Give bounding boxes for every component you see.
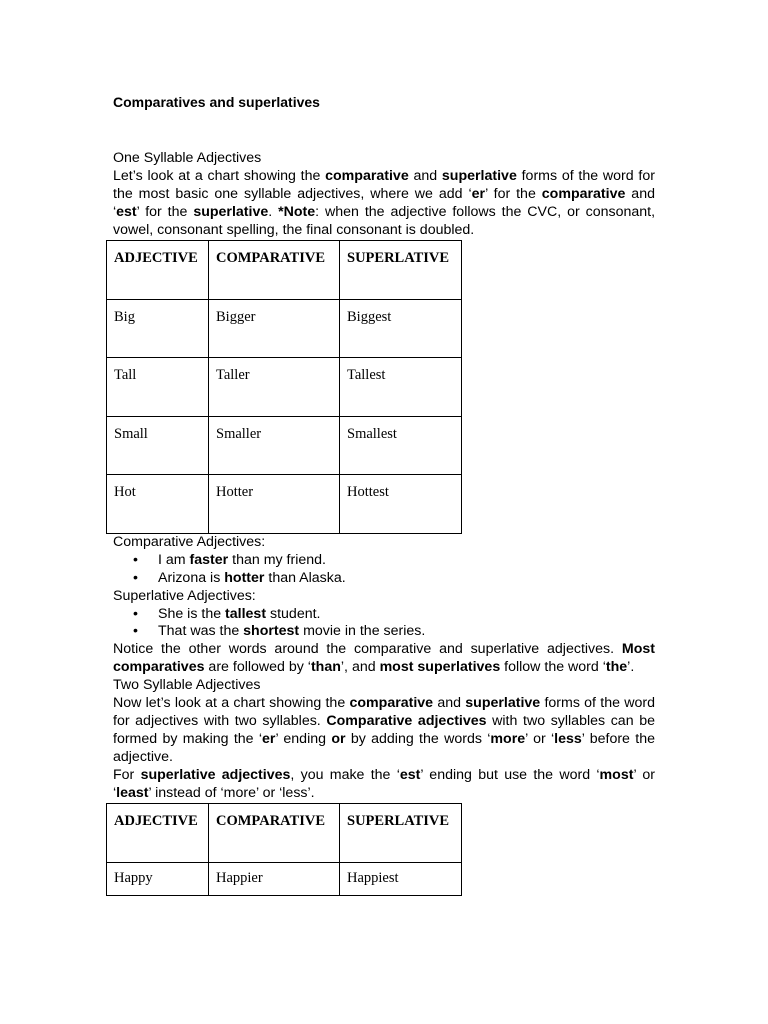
text-run: by adding the words ‘: [345, 730, 491, 747]
bold-text: Comparative adjectives: [326, 712, 487, 729]
comparative-examples-list: [113, 552, 655, 588]
bold-text: tallest: [225, 605, 267, 622]
table-row: [107, 416, 462, 475]
bold-text: superlative adjectives: [140, 766, 291, 783]
text-run: Let’s look at a chart showing the: [113, 167, 326, 184]
text-run: are followed by ‘: [204, 659, 311, 676]
bold-text: comparative: [325, 167, 409, 184]
comparative-adjectives-heading: Comparative Adjectives:: [113, 533, 266, 550]
table-row: [107, 299, 462, 358]
text-run: with two syllables can be formed by making the ‘: [113, 712, 655, 747]
text-run: ’.: [627, 659, 635, 676]
text-run: ’ ending but use the word ‘: [420, 766, 600, 783]
text-run: .: [268, 203, 279, 220]
column-header: COMPARATIVE: [209, 803, 340, 862]
table-row: [107, 475, 462, 534]
table-cell: Hot: [107, 475, 209, 534]
table-cell: Happiest: [340, 862, 462, 895]
table-cell: Tall: [107, 358, 209, 417]
table-cell: Happier: [209, 862, 340, 895]
text-run: ’ instead of ‘more’ or ‘less’.: [148, 784, 315, 801]
text-run: ’ before the adjective.: [113, 730, 655, 765]
two-syllable-intro-paragraph: [113, 695, 655, 767]
column-header: SUPERLATIVE: [340, 240, 462, 299]
text-run: ’ or ‘: [525, 730, 555, 747]
text-run: , you make the ‘: [290, 766, 400, 783]
table-cell: Tallest: [340, 358, 462, 417]
bold-text: least: [116, 784, 149, 801]
section-heading-one-syllable: One Syllable Adjectives: [113, 150, 262, 166]
bold-text: *Note: [278, 203, 316, 220]
bold-text: superlative: [193, 203, 269, 220]
table-cell: Hotter: [209, 475, 340, 534]
text-run: Now let’s look at a chart showing the: [113, 695, 350, 712]
bold-text: er: [262, 730, 276, 747]
bold-text: less: [554, 730, 582, 747]
text-run: and: [433, 695, 466, 712]
bold-text: est: [399, 766, 421, 783]
text-run: Notice the other words around the comparative and superlative adjectives.: [113, 641, 622, 658]
text-run: ’ for the: [136, 203, 194, 220]
bold-text: hotter: [224, 569, 265, 586]
column-header: ADJECTIVE: [107, 803, 209, 862]
bold-text: faster: [189, 551, 229, 568]
text-run: : when the adjective follows the CVC, or consonant, vowel, consonant spelling, the final consonant is doubled.: [113, 203, 656, 238]
bold-text: er: [471, 185, 486, 202]
table-row: [107, 862, 462, 895]
table-header-row: [107, 240, 462, 299]
table-cell: Taller: [209, 358, 340, 417]
table-cell: Small: [107, 416, 209, 475]
text-run: ’ ending: [275, 730, 332, 747]
list-item: [113, 552, 655, 570]
text-run: and: [408, 167, 442, 184]
bold-text: est: [116, 203, 137, 220]
text-run: She is the: [158, 605, 226, 622]
bold-text: most superlatives: [379, 659, 501, 676]
bullet-icon: •: [133, 569, 138, 586]
document-body: [113, 150, 655, 896]
bold-text: more: [490, 730, 526, 747]
table-row: [107, 358, 462, 417]
text-run: forms of the word for the most basic one syllable adjectives, where we add ‘: [113, 167, 655, 202]
page-title: Comparatives and superlatives: [113, 94, 320, 110]
table-cell: Big: [107, 299, 209, 358]
text-run: movie in the series.: [299, 623, 426, 640]
column-header: COMPARATIVE: [209, 240, 340, 299]
list-item: [113, 623, 655, 641]
column-header: SUPERLATIVE: [340, 803, 462, 862]
one-syllable-intro-paragraph: [113, 168, 655, 240]
text-run: ’, and: [340, 659, 380, 676]
text-run: than my friend.: [228, 551, 326, 568]
text-run: For: [113, 766, 141, 783]
one-syllable-adjective-table: [106, 240, 462, 534]
text-run: forms of the word for adjectives with two syllables.: [113, 695, 655, 729]
table-cell: Bigger: [209, 299, 340, 358]
superlative-rule-paragraph: [113, 767, 655, 803]
bold-text: the: [605, 659, 628, 676]
table-header-row: [107, 803, 462, 862]
text-run: student.: [266, 605, 321, 622]
notice-paragraph: [113, 641, 655, 677]
bullet-icon: •: [133, 551, 138, 568]
list-item: [113, 606, 655, 624]
bold-text: comparative: [541, 185, 626, 202]
bullet-icon: •: [133, 623, 138, 640]
text-run: ’ for the: [485, 185, 542, 202]
table-cell: Biggest: [340, 299, 462, 358]
superlative-examples-list: [113, 606, 655, 642]
table-cell: Smallest: [340, 416, 462, 475]
text-run: Arizona is: [158, 569, 225, 586]
bold-text: or: [331, 730, 346, 747]
bold-text: comparative: [349, 695, 434, 712]
table-cell: Smaller: [209, 416, 340, 475]
table-cell: Hottest: [340, 475, 462, 534]
text-run: and ‘: [113, 185, 655, 220]
bullet-icon: •: [133, 605, 138, 622]
bold-text: superlative: [465, 695, 541, 712]
two-syllable-adjective-table: [106, 803, 462, 896]
text-run: ’ or ‘: [113, 766, 655, 801]
text-run: follow the word ‘: [500, 659, 606, 676]
superlative-adjectives-heading: Superlative Adjectives:: [113, 587, 256, 604]
text-run: than Alaska.: [264, 569, 346, 586]
bold-text: Most comparatives: [113, 641, 655, 676]
bold-text: superlative: [441, 167, 517, 184]
column-header: ADJECTIVE: [107, 240, 209, 299]
table-cell: Happy: [107, 862, 209, 895]
bold-text: than: [310, 659, 341, 676]
text-run: That was the: [158, 623, 244, 640]
bold-text: shortest: [243, 623, 300, 640]
section-heading-two-syllable: Two Syllable Adjectives: [113, 677, 261, 694]
text-run: I am: [158, 551, 190, 568]
list-item: [113, 570, 655, 588]
bold-text: most: [599, 766, 634, 783]
